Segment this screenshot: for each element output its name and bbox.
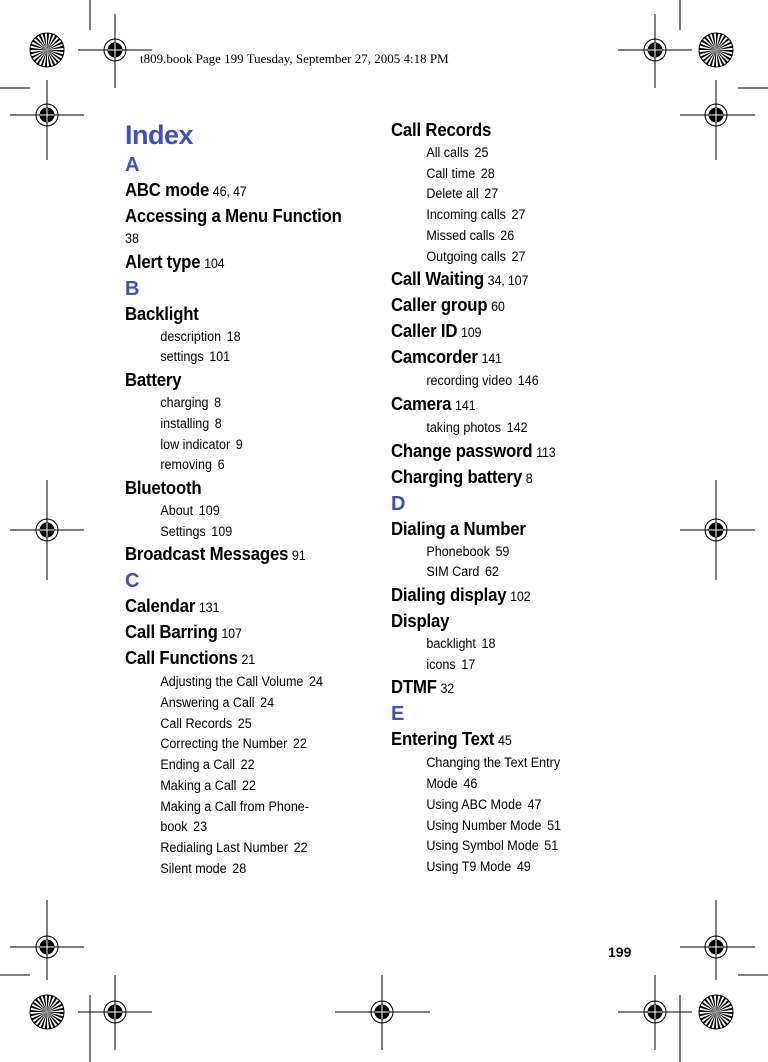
index-subentry [125, 414, 358, 435]
index-entry [391, 319, 624, 345]
index-term: Accessing a Menu Function [125, 206, 342, 226]
index-column-left [125, 118, 375, 879]
index-term: DTMF [391, 677, 437, 698]
index-subentry [391, 562, 624, 583]
registration-mark-icon [618, 975, 692, 1050]
index-term: Dialing a Number [391, 518, 526, 539]
index-term: settings [160, 349, 204, 365]
index-term: Making a Call [160, 777, 237, 793]
index-term: Changing the Text Entry [426, 755, 561, 771]
index-subentry [125, 714, 358, 735]
index-subentry [125, 838, 358, 859]
index-term: Battery [125, 370, 182, 391]
index-term: Alert type [125, 251, 201, 272]
index-term: Using ABC Mode [426, 796, 522, 812]
index-page-ref: 24 [308, 674, 323, 690]
index-page-ref: 24 [260, 695, 275, 711]
index-subentry [391, 205, 624, 226]
index-subentry [125, 672, 358, 693]
index-term: Using Symbol Mode [426, 838, 539, 854]
index-term: Redialing Last Number [160, 839, 289, 855]
index-term: ABC mode [125, 180, 210, 200]
index-section-letter: C [125, 570, 140, 593]
index-page-ref: 45 [498, 733, 512, 749]
index-subentry [125, 327, 358, 348]
index-entry [391, 675, 624, 701]
index-term: Broadcast Messages [125, 544, 289, 565]
index-page-ref: 47 [527, 796, 542, 812]
index-entry [391, 439, 624, 465]
index-entry [391, 609, 624, 634]
index-page-ref: 28 [232, 860, 247, 876]
index-page-ref: 22 [292, 736, 307, 752]
index-entry [125, 178, 358, 204]
index-term: taking photos [426, 419, 502, 435]
index-entry [125, 250, 358, 276]
index-section-letter: B [125, 277, 140, 300]
index-term: Mode [426, 776, 458, 792]
index-page-ref: 141 [481, 351, 502, 367]
index-term: low indicator [160, 436, 231, 452]
index-term: SIM Card [426, 564, 480, 580]
index-subentry [125, 776, 358, 797]
index-term: Dialing display [391, 585, 507, 606]
index-page-ref: 107 [221, 626, 242, 642]
index-term: icons [426, 656, 456, 672]
index-page-ref: 25 [237, 715, 252, 731]
index-entry [391, 392, 624, 418]
index-term: installing [160, 415, 210, 431]
index-term: Call Records [391, 120, 492, 140]
index-entry [391, 727, 624, 753]
index-page-ref: 6 [217, 457, 225, 473]
index-section-letter: D [391, 492, 406, 515]
page-number: 199 [608, 944, 632, 960]
index-page-ref: 34, 107 [487, 273, 529, 289]
index-page-ref: 8 [214, 415, 222, 431]
index-term: Making a Call from Phone- [160, 798, 309, 814]
index-page-ref: 21 [241, 652, 256, 668]
index-term: book [160, 819, 188, 835]
starburst-mark-icon [699, 33, 733, 67]
index-entry [391, 293, 624, 319]
index-term: Entering Text [391, 729, 495, 750]
registration-mark-icon [10, 480, 84, 580]
index-term: Correcting the Number [160, 736, 288, 752]
index-list-right [391, 118, 641, 878]
index-term: Display [391, 611, 450, 632]
index-entry [391, 517, 624, 542]
registration-mark-icon [680, 480, 755, 580]
index-term: Call Waiting [391, 269, 484, 290]
index-term: Ending a Call [160, 757, 236, 773]
index-entry [125, 368, 358, 393]
index-term: Phonebook [426, 543, 490, 559]
index-page-ref: 46 [463, 776, 478, 792]
index-page-ref: 113 [536, 444, 556, 460]
index-term: Call Barring [125, 622, 218, 643]
index-subentry [391, 226, 624, 247]
index-subentry [125, 859, 358, 880]
index-page-ref: 49 [516, 858, 531, 874]
index-page-ref: 46, 47 [212, 184, 247, 199]
index-term: All calls [426, 145, 469, 160]
index-subentry [391, 418, 624, 439]
index-page-ref: 27 [484, 186, 499, 202]
index-subentry [391, 184, 624, 205]
index-page-ref: 60 [491, 299, 505, 315]
index-subentry [391, 795, 624, 816]
index-page-ref: 104 [204, 255, 225, 271]
index-page-ref: 27 [511, 248, 526, 264]
index-page-ref: 32 [440, 681, 455, 697]
index-subentry [391, 164, 624, 185]
registration-mark-icon [10, 900, 84, 980]
index-entry [125, 594, 358, 620]
index-term: Camcorder [391, 347, 478, 368]
index-page-ref: 91 [291, 548, 306, 564]
index-subentry [391, 247, 624, 268]
index-page-ref: 102 [510, 589, 531, 605]
index-subentry [125, 734, 358, 755]
index-term: Using Number Mode [426, 817, 542, 833]
index-term: Bluetooth [125, 477, 202, 498]
index-subentry [391, 143, 624, 164]
index-page-ref: 141 [455, 397, 476, 413]
registration-mark-icon [10, 80, 84, 160]
index-page-ref: 51 [544, 838, 559, 854]
index-subentry [125, 347, 358, 368]
index-entry [391, 465, 624, 491]
index-entry [125, 542, 358, 568]
index-term: Call Functions [125, 648, 238, 669]
index-page-ref: 146 [517, 373, 539, 389]
index-term: charging [160, 395, 209, 411]
index-term: Incoming calls [426, 207, 506, 223]
index-entry [125, 646, 358, 672]
index-page-ref: 9 [235, 436, 243, 452]
index-page-ref: 131 [198, 600, 220, 616]
index-subentry [125, 435, 358, 456]
index-page-ref: 17 [461, 656, 476, 672]
index-term: Change password [391, 440, 533, 461]
index-term: Charging battery [391, 466, 522, 487]
index-section-letter: E [391, 703, 405, 726]
index-page-ref: 22 [241, 777, 256, 793]
index-subentry [391, 816, 624, 837]
index-page-ref: 51 [547, 817, 562, 833]
index-term: removing [160, 457, 212, 473]
page-title: Index [125, 120, 194, 150]
print-header: t809.book Page 199 Tuesday, September 27, 2005 4:18 PM [140, 51, 449, 66]
index-term: Settings [160, 523, 206, 539]
index-term: Missed calls [426, 227, 495, 243]
index-section-letter: A [125, 154, 140, 176]
index-term: backlight [426, 636, 476, 652]
index-page-ref: 62 [484, 564, 499, 580]
index-entry [391, 267, 624, 293]
registration-mark-icon [680, 80, 755, 160]
index-subentry [391, 655, 624, 676]
index-list-left [125, 152, 375, 879]
index-subentry [391, 753, 624, 774]
index-entry-pages: 38 [125, 231, 139, 246]
index-page-ref: 109 [198, 502, 220, 518]
index-term: Caller ID [391, 321, 458, 342]
index-subentry [125, 755, 358, 776]
index-term: Answering a Call [160, 695, 255, 711]
index-entry [125, 302, 358, 327]
index-page-ref: 18 [226, 328, 241, 344]
index-subentry [125, 817, 358, 838]
index-entry [391, 583, 624, 609]
index-page-ref: 22 [240, 757, 255, 773]
index-term: About [160, 502, 194, 518]
index-page-ref: 109 [211, 523, 233, 539]
index-subentry [125, 393, 358, 414]
index-subentry [125, 693, 358, 714]
index-term: Delete all [426, 186, 479, 202]
index-term: Calendar [125, 596, 196, 617]
index-term: Call time [426, 165, 476, 181]
index-entry [125, 620, 358, 646]
starburst-mark-icon [30, 995, 64, 1029]
starburst-mark-icon [30, 33, 64, 67]
index-entry [125, 476, 358, 501]
index-page-ref: 28 [480, 165, 495, 181]
registration-mark-icon [78, 975, 152, 1050]
index-term: Caller group [391, 295, 488, 316]
index-page-ref: 8 [214, 395, 222, 411]
starburst-mark-icon [699, 995, 733, 1029]
index-page-ref: 27 [511, 207, 526, 223]
index-term: Adjusting the Call Volume [160, 674, 304, 690]
index-subentry [391, 634, 624, 655]
index-subentry [391, 542, 624, 563]
index-entry [391, 345, 624, 371]
index-term: description [160, 328, 222, 344]
index-subentry [391, 836, 624, 857]
index-term: Using T9 Mode [426, 858, 512, 874]
index-page-ref: 26 [500, 227, 515, 243]
index-subentry [125, 522, 358, 543]
index-subentry [391, 774, 624, 795]
index-term: Camera [391, 393, 452, 414]
index-page-ref: 22 [293, 839, 308, 855]
index-page-ref: 25 [474, 145, 489, 160]
index-page-ref: 142 [506, 419, 528, 435]
index-subentry [391, 857, 624, 878]
index-subentry [125, 501, 358, 522]
index-subentry [125, 797, 358, 818]
registration-mark-icon [335, 975, 430, 1050]
index-term: Silent mode [160, 860, 227, 876]
index-subentry [125, 455, 358, 476]
index-term: Call Records [160, 715, 233, 731]
index-page-ref: 59 [495, 543, 510, 559]
index-column-right [391, 118, 641, 878]
index-page-ref: 18 [481, 636, 496, 652]
index-term: recording video [426, 373, 513, 389]
index-subentry [391, 371, 624, 392]
index-page-ref: 8 [525, 470, 533, 486]
index-page-ref: 101 [209, 349, 231, 365]
index-page-ref: 109 [460, 325, 482, 341]
index-term: Backlight [125, 303, 199, 324]
registration-mark-icon [680, 900, 755, 980]
index-term: Outgoing calls [426, 248, 506, 264]
index-entry [125, 204, 358, 229]
index-page-ref: 23 [193, 819, 208, 835]
registration-mark-icon [618, 14, 692, 88]
index-entry [391, 118, 624, 143]
